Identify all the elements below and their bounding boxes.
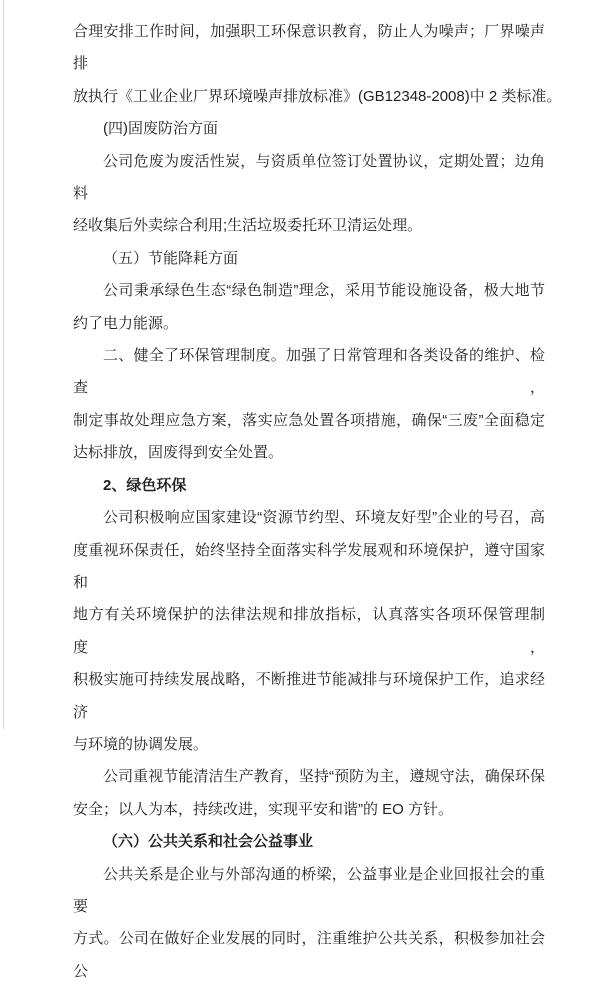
text-line: 公司秉承绿色生态“绿色制造”理念，采用节能设施设备，极大地节 (103, 282, 545, 300)
text-line: 方式。公司在做好企业发展的同时，注重维护公共关系，积极参加社会公 (73, 930, 545, 980)
page-edge-line (3, 0, 4, 729)
text-line: 放执行《工业企业厂界环境噪声排放标准》(GB12348-2008)中 2 类标准。 (73, 87, 562, 105)
text-line: 制定事故处理应急方案，落实应急处置各项措施，确保“三废”全面稳定 (73, 411, 545, 429)
text-line: 公司积极响应国家建设“资源节约型、环境友好型”企业的号召，高 (103, 509, 545, 527)
text-line: 度重视环保责任，始终坚持全面落实科学发展观和环境保护，遵守国家和 (73, 541, 545, 591)
text-line: 公司危废为废活性炭，与资质单位签订处置协议，定期处置；边角料 (73, 152, 545, 203)
text-line: 经收集后外卖综合利用;生活垃圾委托环卫清运处理。 (73, 217, 423, 235)
text-line: 达标排放，固废得到安全处置。 (73, 444, 284, 462)
text-line: 与环境的协调发展。 (73, 735, 209, 753)
text-line: 公共关系是企业与外部沟通的桥梁，公益事业是企业回报社会的重要 (73, 865, 545, 915)
text-line: 公司重视节能清洁生产教育，坚持“预防为主，遵规守法，确保环保 (103, 768, 545, 786)
text-line: (四)固废防治方面 (103, 120, 218, 138)
text-line: 地方有关环境保护的法律法规和排放指标，认真落实各项环保管理制度， (73, 606, 545, 656)
text-line: 合理安排工作时间，加强职工环保意识教育，防止人为噪声；厂界噪声排 (73, 23, 545, 73)
heading-line: （六）公共关系和社会公益事业 (103, 833, 314, 851)
text-line: 安全；以人为本，持续改进，实现平安和谐”的 EO 方针。 (73, 800, 454, 818)
heading-line: 2、绿色环保 (103, 476, 187, 494)
document-body (73, 16, 562, 988)
text-line: （五）节能降耗方面 (103, 249, 239, 267)
text-line: 约了电力能源。 (73, 314, 179, 332)
text-line: 二、健全了环保管理制度。加强了日常管理和各类设备的维护、检查， (73, 347, 545, 397)
text-line: 积极实施可持续发展战略，不断推进节能减排与环境保护工作，追求经济 (73, 671, 545, 721)
